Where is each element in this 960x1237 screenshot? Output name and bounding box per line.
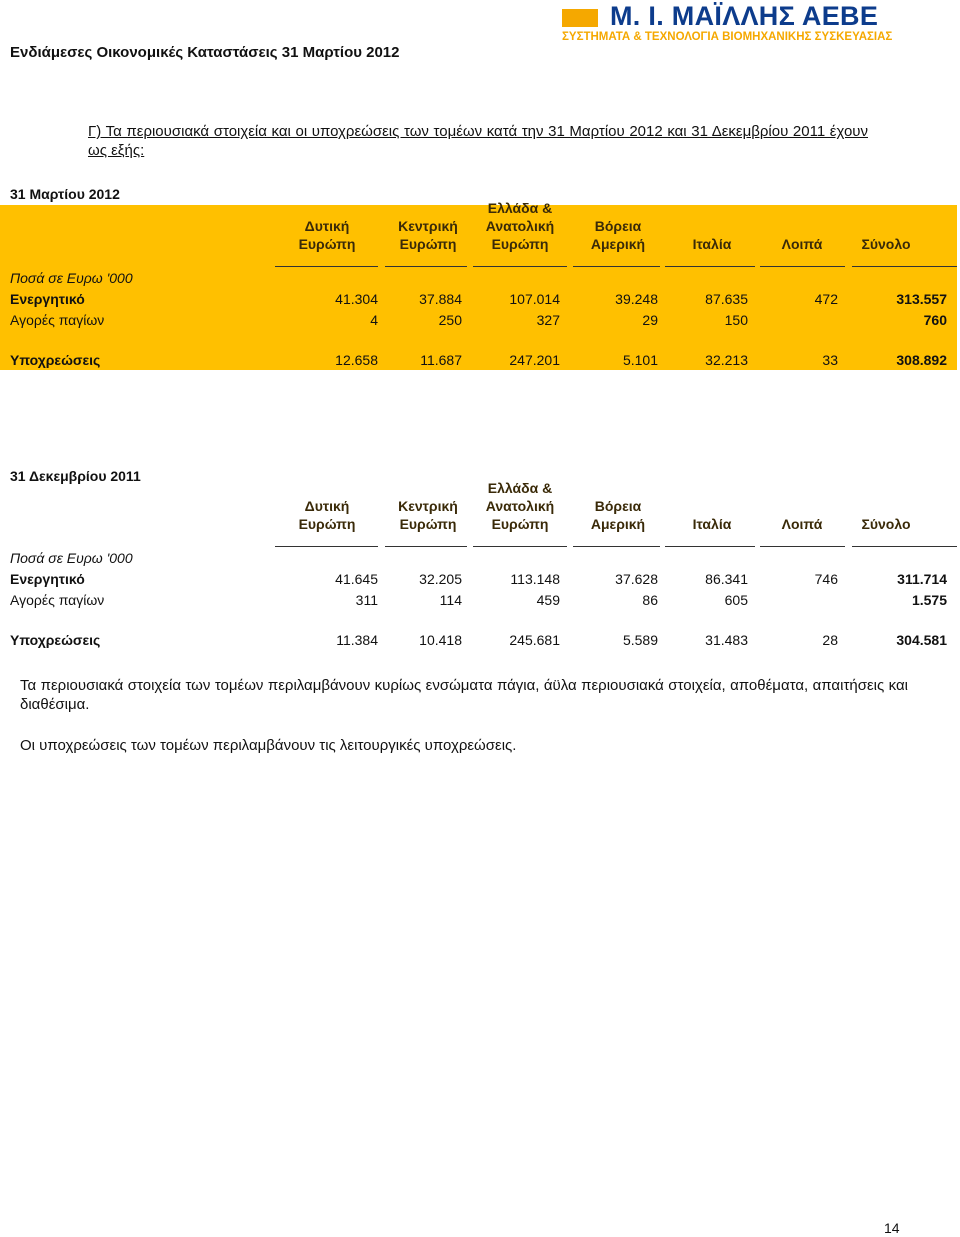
row-capex-total-value: 760: [923, 312, 947, 328]
header-rule: [385, 266, 467, 267]
row-liabilities-italy-value: 32.213: [705, 352, 748, 368]
row-assets-central-europe-value: 37.884: [419, 291, 462, 307]
row-liabilities-central-europe-value: 10.418: [419, 632, 462, 648]
row-liabilities-north-america-value: 5.589: [622, 632, 658, 648]
column-header-north-america: Βόρεια Αμερική: [590, 498, 646, 532]
row-liabilities-western-europe-value: 11.384: [336, 632, 378, 648]
column-header-central-europe: Κεντρική Ευρώπη: [398, 218, 458, 252]
header-rule: [385, 546, 467, 547]
column-header-central-europe: Κεντρική Ευρώπη: [398, 498, 458, 532]
row-liabilities-other-value: 33: [822, 352, 838, 368]
section-heading: Γ) Τα περιουσιακά στοιχεία και οι υποχρεώσεις των τομέων κατά την 31 Μαρτίου 2012 και 31 Δεκεμβρίου 2011 έχουν ως εξής:: [88, 123, 868, 159]
header-rule: [473, 266, 567, 267]
row-capex-western-europe-value: 4: [370, 312, 378, 328]
row-assets-label: Ενεργητικό: [10, 291, 85, 307]
row-capex-label: Αγορές παγίων: [10, 592, 105, 608]
row-assets-north-america-value: 37.628: [615, 571, 658, 587]
row-capex-italy-value: 605: [724, 592, 748, 608]
row-assets-central-europe-value: 32.205: [419, 571, 462, 587]
row-assets-total-value: 311.714: [897, 571, 947, 587]
row-assets-other-value: 746: [814, 571, 838, 587]
table-period-label: 31 Δεκεμβρίου 2011: [10, 468, 141, 484]
row-liabilities-north-america-value: 5.101: [622, 352, 658, 368]
header-rule: [275, 266, 378, 267]
row-liabilities-label: Υποχρεώσεις: [10, 352, 101, 368]
row-assets-total-value: 313.557: [896, 291, 947, 307]
row-capex-greece-eastern-europe-value: 327: [536, 312, 560, 328]
row-assets-label: Ενεργητικό: [10, 571, 85, 587]
row-liabilities-total-value: 308.892: [896, 352, 947, 368]
header-rule: [852, 546, 957, 547]
row-liabilities-other-value: 28: [822, 632, 838, 648]
row-assets-other-value: 472: [814, 291, 838, 307]
header-rule: [665, 546, 755, 547]
row-liabilities-italy-value: 31.483: [705, 632, 748, 648]
row-capex-italy-value: 150: [724, 312, 748, 328]
row-capex-central-europe-value: 250: [438, 312, 462, 328]
row-assets-north-america-value: 39.248: [615, 291, 658, 307]
column-header-north-america: Βόρεια Αμερική: [590, 218, 646, 252]
header-rule: [473, 546, 567, 547]
row-capex-central-europe-value: 114: [439, 592, 462, 608]
row-capex-total-value: 1.575: [911, 592, 947, 608]
unit-label: Ποσά σε Ευρω '000: [10, 550, 133, 566]
column-header-total: Σύνολο: [861, 236, 911, 252]
header-rule: [760, 266, 845, 267]
header-rule: [760, 546, 845, 547]
row-liabilities-label: Υποχρεώσεις: [10, 632, 101, 648]
column-header-italy: Ιταλία: [692, 236, 732, 252]
document-title: Ενδιάμεσες Οικονομικές Καταστάσεις 31 Μαρτίου 2012: [10, 44, 400, 61]
column-header-other: Λοιπά: [781, 516, 823, 532]
column-header-western-europe: Δυτική Ευρώπη: [298, 218, 356, 252]
unit-label: Ποσά σε Ευρω '000: [10, 270, 133, 286]
row-liabilities-western-europe-value: 12.658: [335, 352, 378, 368]
note-assets: Τα περιουσιακά στοιχεία των τομέων περιλαμβάνουν κυρίως ενσώματα πάγια, άϋλα περιουσιακά στοιχεία, αποθέματα, απαιτήσεις και διαθέσιμα.: [20, 677, 908, 713]
header-rule: [573, 266, 660, 267]
header-rule: [665, 266, 755, 267]
row-assets-greece-eastern-europe-value: 107.014: [509, 291, 560, 307]
row-capex-north-america-value: 29: [642, 312, 658, 328]
row-liabilities-greece-eastern-europe-value: 247.201: [509, 352, 560, 368]
column-header-greece-eastern-europe: Ελλάδα & Ανατολική Ευρώπη: [485, 200, 555, 252]
row-capex-greece-eastern-europe-value: 459: [536, 592, 560, 608]
row-capex-label: Αγορές παγίων: [10, 312, 105, 328]
company-logo-title: Μ. Ι. ΜΑΪΛΛΗΣ ΑΕΒΕ: [610, 1, 879, 31]
header-rule: [275, 546, 378, 547]
row-liabilities-total-value: 304.581: [896, 632, 947, 648]
column-header-western-europe: Δυτική Ευρώπη: [298, 498, 356, 532]
row-assets-italy-value: 87.635: [705, 291, 748, 307]
column-header-total: Σύνολο: [861, 516, 911, 532]
company-logo-subtitle: ΣΥΣΤΗΜΑΤΑ & ΤΕΧΝΟΛΟΓΙΑ ΒΙΟΜΗΧΑΝΙΚΗΣ ΣΥΣΚΕΥΑΣΙΑΣ: [562, 31, 893, 43]
row-assets-italy-value: 86.341: [705, 571, 748, 587]
column-header-other: Λοιπά: [781, 236, 823, 252]
row-assets-western-europe-value: 41.645: [335, 571, 378, 587]
column-header-greece-eastern-europe: Ελλάδα & Ανατολική Ευρώπη: [485, 480, 555, 532]
company-logo-mark: [562, 9, 598, 27]
row-assets-greece-eastern-europe-value: 113.148: [510, 571, 560, 587]
note-liabilities: Οι υποχρεώσεις των τομέων περιλαμβάνουν τις λειτουργικές υποχρεώσεις.: [20, 737, 517, 754]
header-rule: [573, 546, 660, 547]
table-period-label: 31 Μαρτίου 2012: [10, 186, 120, 202]
row-capex-north-america-value: 86: [642, 592, 658, 608]
row-assets-western-europe-value: 41.304: [335, 291, 378, 307]
page-number: 14: [884, 1220, 900, 1236]
column-header-italy: Ιταλία: [692, 516, 732, 532]
header-rule: [852, 266, 957, 267]
row-liabilities-greece-eastern-europe-value: 245.681: [509, 632, 560, 648]
row-liabilities-central-europe-value: 11.687: [420, 352, 462, 368]
row-capex-western-europe-value: 311: [355, 592, 378, 608]
